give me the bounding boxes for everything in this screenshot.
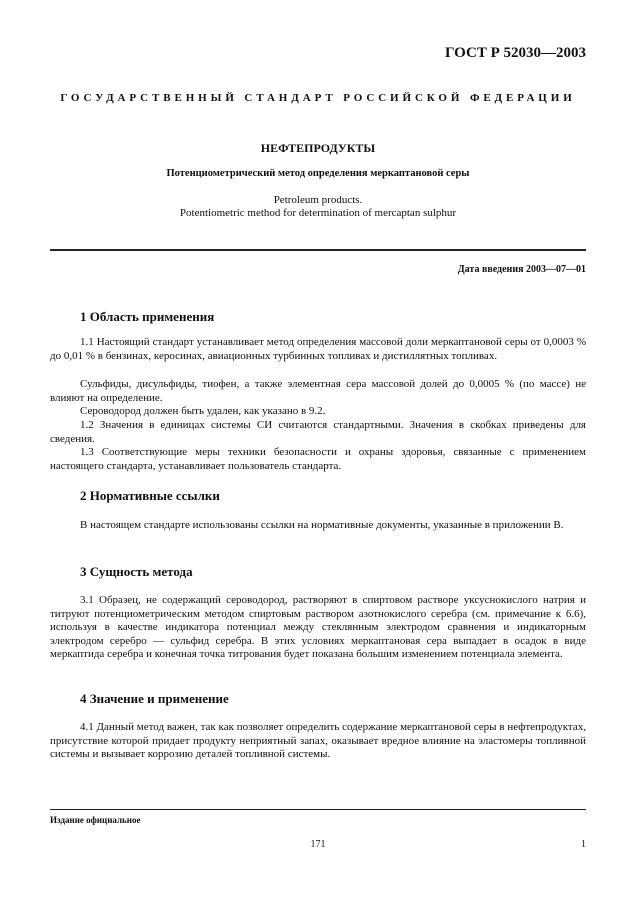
organization-title: ГОСУДАРСТВЕННЫЙ СТАНДАРТ РОССИЙСКОЙ ФЕДЕРАЦИИ [60,92,576,104]
section-heading: 4 Значение и применение [80,691,229,706]
paragraph: 3.1 Образец, не содержащий сероводород, растворяют в спиртовом растворе уксуснокислого натрия и титруют потенциометрическим методом спиртовым раствором азотнокислого серебра (см. примечание к 6.6), используя в качестве индикатора потенциал между стеклянным электродом сравнения и индикаторным электродом серебро — сульфид серебра. В этих условиях меркаптановая сера выпадает в осадок в виде меркаптида серебра и конечная точка титрования будет показана большим изменением потенциала элемента. [50,594,586,661]
paragraph: 1.1 Настоящий стандарт устанавливает метод определения массовой доли меркаптановой серы от 0,0003 % до 0,01 % в бензинах, керосинах, авиационных турбинных топливах и дистиллятных топливах. [50,336,586,362]
document-number: ГОСТ Р 52030—2003 [444,45,586,61]
page-number: 171 [310,839,326,850]
section-heading: 2 Нормативные ссылки [80,488,220,503]
introduction-date: Дата введения 2003—07—01 [457,264,586,275]
document-subtitle: Потенциометрический метод определения меркаптановой серы [166,168,470,179]
document-title: НЕФТЕПРОДУКТЫ [260,141,376,155]
paragraph: Сульфиды, дисульфиды, тиофен, а также элементная сера массовой долей до 0,0005 % (по массе) не влияют на определение. [50,378,586,404]
paragraph: 4.1 Данный метод важен, так как позволяет определить содержание меркаптановой серы в нефтепродуктах, присутствие которой придает продукту неприятный запах, оказывает вредное влияние на эластомеры топливной системы и вызывает коррозию деталей топливной системы. [50,721,586,761]
paragraph: 1.2 Значения в единицах системы СИ считаются стандартными. Значения в скобках приведены для сведения. [50,419,586,445]
title-divider [50,249,586,251]
page-index: 1 [581,839,586,850]
english-title-line-2: Potentiometric method for determination of mercaptan sulphur [179,207,457,219]
paragraph: В настоящем стандарте использованы ссылки на нормативные документы, указанные в приложении В. [80,519,564,531]
english-title-line-1: Petroleum products. [273,194,363,206]
paragraph: 1.3 Соответствующие меры техники безопасности и охраны здоровья, связанные с применением настоящего стандарта, устанавливает пользователь стандарта. [50,446,586,472]
section-heading: 3 Сущность метода [80,564,193,579]
section-heading: 1 Область применения [80,309,215,324]
paragraph: Сероводород должен быть удален, как указано в 9.2. [80,405,326,417]
english-title [50,194,586,220]
footer-divider [50,809,586,810]
official-edition-note: Издание официальное [50,815,141,825]
